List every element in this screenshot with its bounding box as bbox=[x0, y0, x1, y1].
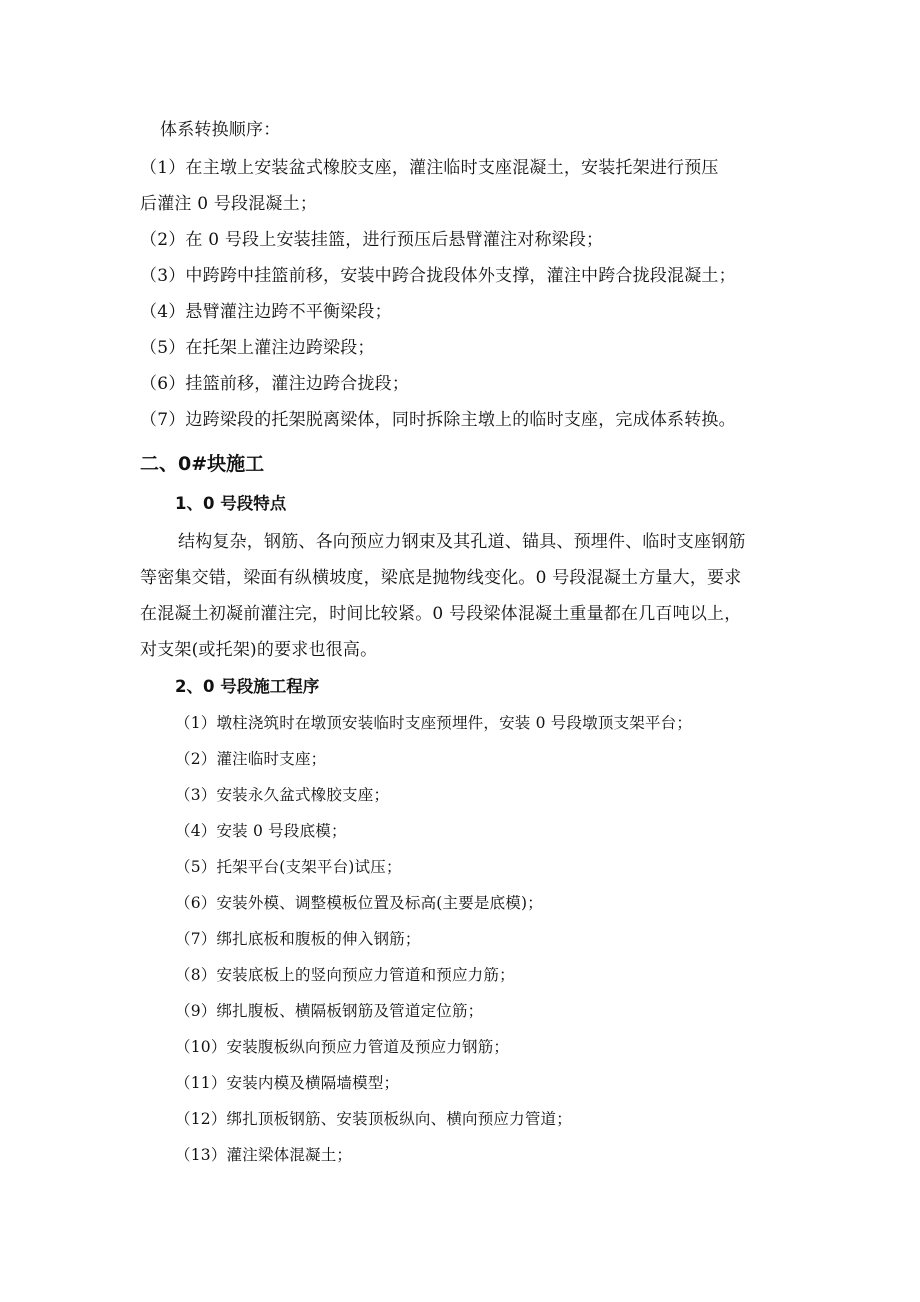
intro-title: 体系转换顺序： bbox=[160, 120, 281, 140]
procedure-step-8: （8）安装底板上的竖向预应力管道和预应力筋； bbox=[175, 966, 515, 984]
procedure-step-13: （13）灌注梁体混凝土； bbox=[175, 1146, 353, 1164]
procedure-step-11: （11）安装内模及横隔墙模型； bbox=[175, 1074, 400, 1092]
intro-step-2: （2）在 0 号段上安装挂篮，进行预压后悬臂灌注对称梁段； bbox=[140, 230, 604, 250]
procedure-step-12: （12）绑扎顶板钢筋、安装顶板纵向、横向预应力管道； bbox=[175, 1110, 572, 1128]
procedure-step-7: （7）绑扎底板和腹板的伸入钢筋； bbox=[175, 930, 421, 948]
feature-line-1: 结构复杂，钢筋、各向预应力钢束及其孔道、锚具、预埋件、临时支座钢筋 bbox=[178, 532, 746, 552]
procedure-step-5: （5）托架平台(支架平台)试压； bbox=[175, 858, 402, 876]
subsection-heading-2: 2、0 号段施工程序 bbox=[175, 677, 320, 696]
subsection-heading-1: 1、0 号段特点 bbox=[175, 494, 287, 513]
procedure-step-6: （6）安装外模、调整模板位置及标高(主要是底模)； bbox=[175, 894, 543, 912]
procedure-step-1: （1）墩柱浇筑时在墩顶安装临时支座预埋件，安装 0 号段墩顶支架平台； bbox=[175, 714, 693, 732]
intro-step-4: （4）悬臂灌注边跨不平衡梁段； bbox=[140, 302, 392, 322]
feature-line-3: 在混凝土初凝前灌注完，时间比较紧。0 号段梁体混凝土重量都在几百吨以上， bbox=[140, 604, 742, 624]
procedure-step-10: （10）安装腹板纵向预应力管道及预应力钢筋； bbox=[175, 1038, 510, 1056]
intro-step-5: （5）在托架上灌注边跨梁段； bbox=[140, 338, 375, 358]
feature-line-4: 对支架(或托架)的要求也很高。 bbox=[140, 640, 378, 660]
procedure-step-3: （3）安装永久盆式橡胶支座； bbox=[175, 786, 390, 804]
section-heading: 二、0#块施工 bbox=[140, 453, 265, 475]
procedure-step-2: （2）灌注临时支座； bbox=[175, 750, 327, 768]
intro-step-1: （1）在主墩上安装盆式橡胶支座，灌注临时支座混凝土，安装托架进行预压 bbox=[140, 158, 719, 178]
procedure-step-4: （4）安装 0 号段底模； bbox=[175, 822, 347, 840]
intro-step-1-continued: 后灌注 0 号段混凝土； bbox=[140, 194, 318, 214]
intro-step-7: （7）边跨梁段的托架脱离梁体，同时拆除主墩上的临时支座，完成体系转换。 bbox=[140, 410, 736, 430]
intro-step-3: （3）中跨跨中挂篮前移，安装中跨合拢段体外支撑，灌注中跨合拢段混凝土； bbox=[140, 266, 736, 286]
feature-line-2: 等密集交错，梁面有纵横坡度，梁底是抛物线变化。0 号段混凝土方量大，要求 bbox=[140, 568, 742, 588]
intro-step-6: （6）挂篮前移，灌注边跨合拢段； bbox=[140, 374, 410, 394]
procedure-step-9: （9）绑扎腹板、横隔板钢筋及管道定位筋； bbox=[175, 1002, 484, 1020]
